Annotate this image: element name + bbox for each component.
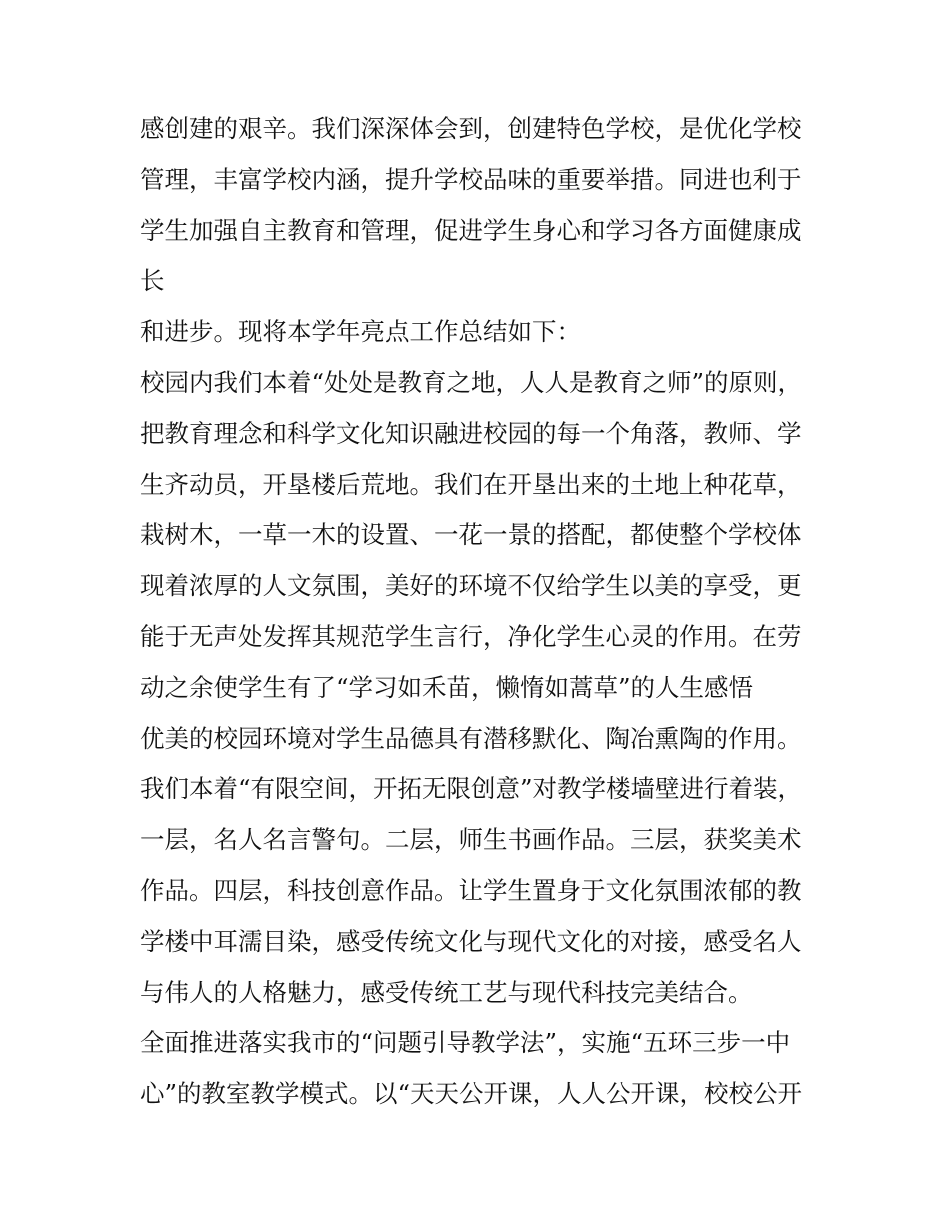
text-line: 与伟人的人格魅力，感受传统工艺与现代科技完美结合。	[140, 977, 753, 1007]
text-line: 作品。四层，科技创意作品。让学生置身于文化氛围浓郁的教	[140, 875, 802, 905]
text-line: 把教育理念和科学文化知识融进校园的每一个角落，教师、学	[140, 418, 802, 448]
text-line: 学楼中耳濡目染，感受传统文化与现代文化的对接，感受名人	[140, 926, 802, 956]
text-line: 我们本着“有限空间，开拓无限创意”对教学楼墙壁进行着装，	[140, 774, 803, 804]
text-line: 栽树木，一草一木的设置、一花一景的搭配，都使整个学校体	[140, 520, 802, 550]
text-line: 生齐动员，开垦楼后荒地。我们在开垦出来的土地上种花草，	[140, 469, 802, 499]
text-line: 全面推进落实我市的“问题引导教学法”，实施“五环三步一中	[140, 1028, 791, 1058]
text-line: 动之余使学生有了“学习如禾苗，懒惰如蒿草”的人生感悟	[140, 672, 754, 702]
text-line: 能于无声处发挥其规范学生言行，净化学生心灵的作用。在劳	[140, 621, 802, 651]
text-line: 一层，名人名言警句。二层，师生书画作品。三层，获奖美术	[140, 825, 802, 855]
text-line: 长	[140, 266, 165, 296]
text-line: 和进步。现将本学年亮点工作总结如下：	[140, 317, 581, 347]
text-line: 优美的校园环境对学生品德具有潜移默化、陶冶熏陶的作用。	[140, 723, 802, 753]
text-line: 感创建的艰辛。我们深深体会到，创建特色学校，是优化学校	[140, 114, 802, 143]
text-line: 校园内我们本着“处处是教育之地，人人是教育之师”的原则，	[140, 367, 803, 397]
text-line: 管理，丰富学校内涵，提升学校品味的重要举措。同进也利于	[140, 164, 802, 194]
document-body	[140, 104, 830, 1120]
text-line: 现着浓厚的人文氛围，美好的环境不仅给学生以美的享受，更	[140, 571, 802, 601]
text-line: 心”的教室教学模式。以“天天公开课，人人公开课，校校公开	[140, 1079, 803, 1109]
text-line: 学生加强自主教育和管理，促进学生身心和学习各方面健康成	[140, 215, 802, 245]
